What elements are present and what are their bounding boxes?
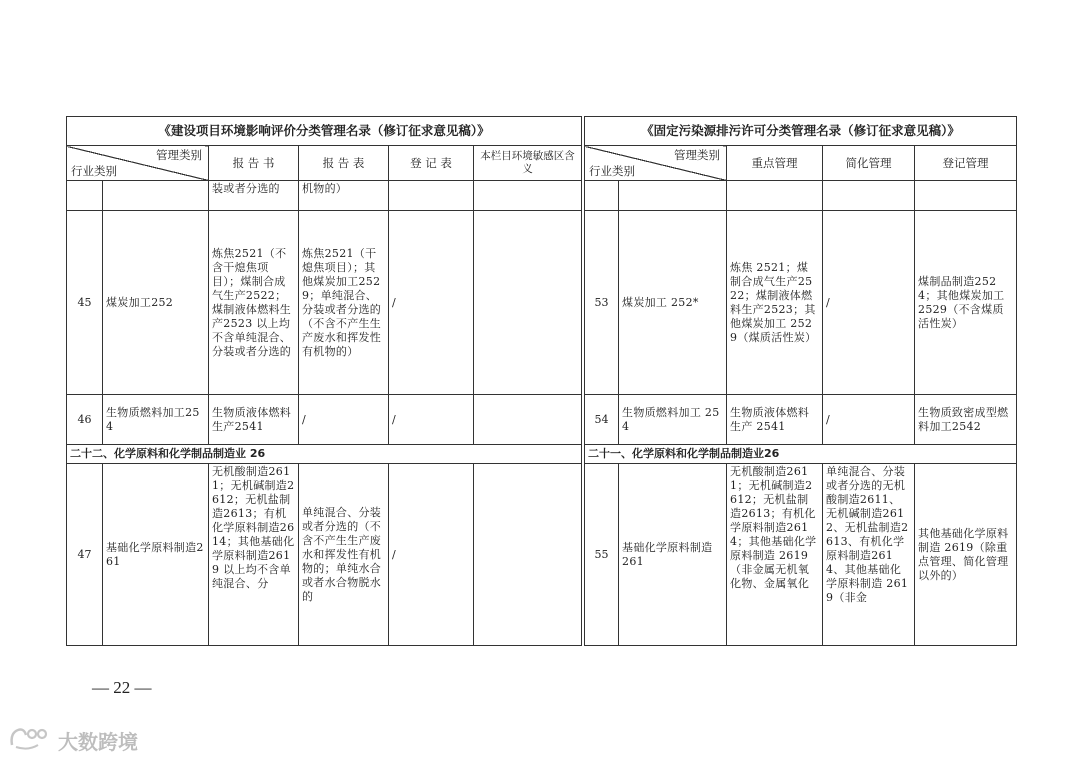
left-table-title: 《建设项目环境影响评价分类管理名录（修订征求意见稿）》 <box>67 117 582 146</box>
register-mgmt-cell <box>915 181 1017 211</box>
brand-logo-icon <box>8 725 52 755</box>
header-key-mgmt: 重点管理 <box>727 146 823 181</box>
row-no-right: 54 <box>585 395 619 445</box>
mgmt-category-label: 管理类别 <box>156 148 202 162</box>
register-cell: / <box>389 395 474 445</box>
header-report-book: 报 告 书 <box>209 146 299 181</box>
industry-category-label: 行业类别 <box>71 164 117 178</box>
industry-cell-right: 基础化学原料制造 261 <box>619 464 727 646</box>
industry-cell: 基础化学原料制造261 <box>103 464 209 646</box>
table-row <box>67 395 1017 445</box>
register-mgmt-cell: 其他基础化学原料制造 2619（除重点管理、简化管理以外的） <box>915 464 1017 646</box>
key-mgmt-cell: 无机酸制造2611；无机碱制造2612；无机盐制造2613；有机化学原料制造2614；其他基础化学原料制造 2619（非金属无机氧化物、金属氧化 <box>727 464 823 646</box>
key-mgmt-cell <box>727 181 823 211</box>
register-cell <box>389 181 474 211</box>
left-diagonal-header <box>67 146 209 181</box>
sensitive-cell <box>474 464 582 646</box>
page-number: — 22 — <box>92 678 152 697</box>
simple-mgmt-cell: / <box>823 211 915 395</box>
table-row <box>67 181 1017 211</box>
report-book-cell: 生物质液体燃料生产2541 <box>209 395 299 445</box>
industry-cell-right: 煤炭加工 252* <box>619 211 727 395</box>
industry-category-label-right: 行业类别 <box>589 164 636 178</box>
industry-cell <box>103 181 209 211</box>
table-row <box>67 464 1017 646</box>
report-form-cell: / <box>299 395 389 445</box>
section-row <box>67 445 1017 464</box>
row-no-right <box>585 181 619 211</box>
header-sensitive-area: 本栏目环境敏感区含义 <box>474 146 582 181</box>
register-mgmt-cell: 生物质致密成型燃料加工2542 <box>915 395 1017 445</box>
industry-cell: 生物质燃料加工254 <box>103 395 209 445</box>
row-no: 47 <box>67 464 103 646</box>
report-form-cell: 机物的） <box>299 181 389 211</box>
section-heading-right: 二十一、化学原料和化学制品制造业26 <box>585 445 1017 464</box>
watermark-text: 大数跨境 <box>58 729 138 754</box>
industry-cell: 煤炭加工252 <box>103 211 209 395</box>
report-form-cell: 单纯混合、分装或者分选的（不含不产生生产废水和挥发性有机物的；单纯水合或者水合物脱水的 <box>299 464 389 646</box>
register-cell: / <box>389 211 474 395</box>
key-mgmt-cell: 生物质液体燃料生产 2541 <box>727 395 823 445</box>
sensitive-cell <box>474 181 582 211</box>
header-report-form: 报 告 表 <box>299 146 389 181</box>
simple-mgmt-cell <box>823 181 915 211</box>
key-mgmt-cell: 炼焦 2521；煤制合成气生产2522；煤制液体燃料生产2523；其他煤炭加工 2529（煤质活性炭） <box>727 211 823 395</box>
sensitive-cell <box>474 211 582 395</box>
header-simple-mgmt: 简化管理 <box>823 146 915 181</box>
register-mgmt-cell: 煤制品制造2524；其他煤炭加工 2529（不含煤质活性炭） <box>915 211 1017 395</box>
report-form-cell: 炼焦2521（干熄焦项目）；其他煤炭加工2529；单纯混合、分装或者分选的（不含不产生生产废水和挥发性有机物的） <box>299 211 389 395</box>
register-cell: / <box>389 464 474 646</box>
section-heading-left: 二十二、化学原料和化学制品制造业 26 <box>67 445 582 464</box>
header-register-form: 登 记 表 <box>389 146 474 181</box>
row-no: 46 <box>67 395 103 445</box>
table-row <box>67 211 1017 395</box>
row-no-right: 53 <box>585 211 619 395</box>
row-no: 45 <box>67 211 103 395</box>
right-diagonal-header <box>585 146 727 181</box>
header-register-mgmt: 登记管理 <box>915 146 1017 181</box>
industry-cell-right <box>619 181 727 211</box>
report-book-cell: 炼焦2521（不含干熄焦项目）；煤制合成气生产2522；煤制液体燃料生产2523 以上均不含单纯混合、分装或者分选的 <box>209 211 299 395</box>
industry-cell-right: 生物质燃料加工 254 <box>619 395 727 445</box>
simple-mgmt-cell: 单纯混合、分装或者分选的无机酸制造2611、无机碱制造2612、无机盐制造2613、有机化学原料制造2614、其他基础化学原料制造 2619（非金 <box>823 464 915 646</box>
sensitive-cell <box>474 395 582 445</box>
report-book-cell: 装或者分选的 <box>209 181 299 211</box>
comparison-table <box>66 116 1017 646</box>
row-no <box>67 181 103 211</box>
report-book-cell: 无机酸制造2611；无机碱制造2612；无机盐制造2613；有机化学原料制造2614；其他基础化学原料制造2619 以上均不含单纯混合、分 <box>209 464 299 646</box>
simple-mgmt-cell: / <box>823 395 915 445</box>
watermark <box>8 725 138 755</box>
mgmt-category-label-right: 管理类别 <box>674 148 721 162</box>
row-no-right: 55 <box>585 464 619 646</box>
right-table-title: 《固定污染源排污许可分类管理名录（修订征求意见稿）》 <box>585 117 1017 146</box>
